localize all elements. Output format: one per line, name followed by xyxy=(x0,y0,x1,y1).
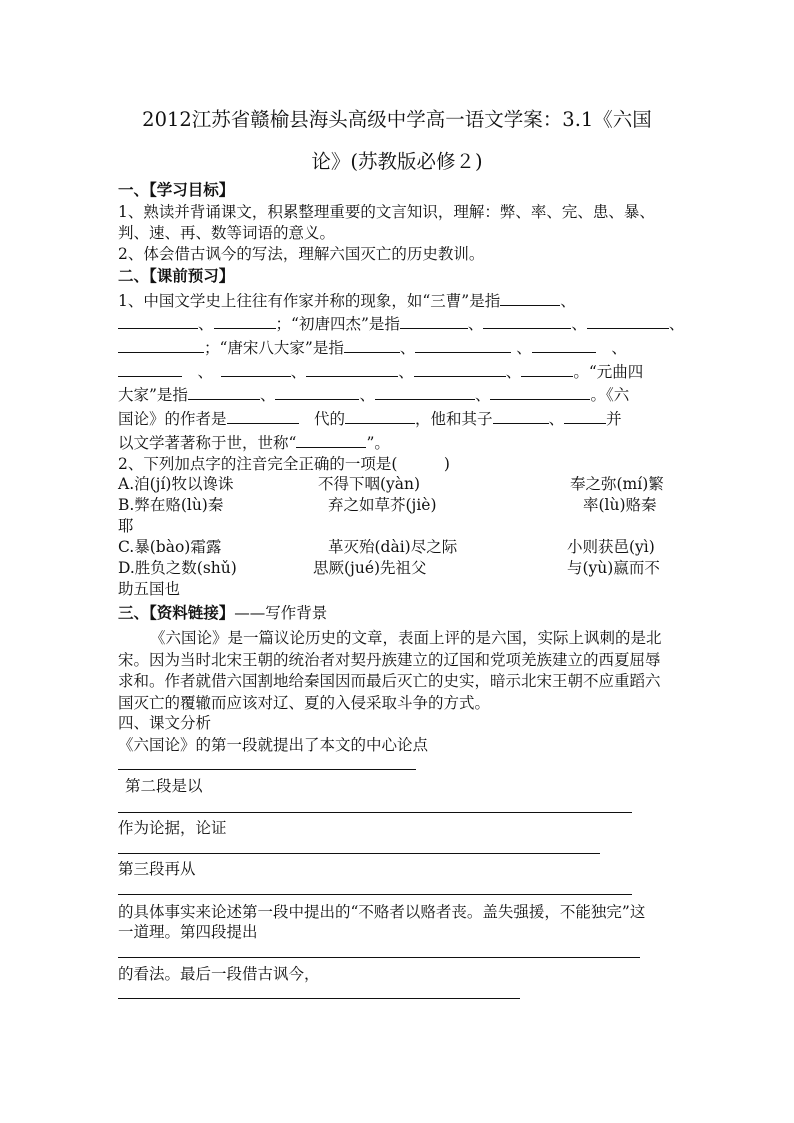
answer-blank[interactable] xyxy=(521,361,573,377)
analysis-line-6: 一道理。第四段提出 xyxy=(118,923,258,941)
answer-blank[interactable] xyxy=(564,408,606,424)
option-a-1: A.洎(jí)牧以谗诛 xyxy=(118,475,234,493)
answer-blank[interactable] xyxy=(490,384,590,400)
option-c-1: C.暴(bào)霜露 xyxy=(118,538,222,556)
goal-1-line-2: 判、速、再、数等词语的意义。 xyxy=(118,224,336,242)
answer-blank[interactable] xyxy=(214,313,276,329)
answer-blank[interactable] xyxy=(118,313,198,329)
option-d-continuation: 助五国也 xyxy=(118,580,181,598)
goal-1-line-1: 1、熟读并背诵课文，积累整理重要的文言知识，理解：弊、率、完、患、暴、 xyxy=(118,203,655,221)
document-title-line-2: 论》(苏教版必修２) xyxy=(311,150,483,173)
answer-blank[interactable] xyxy=(118,337,204,353)
option-a-3: 奉之弥(mí)繁 xyxy=(570,475,664,493)
analysis-line-3: 作为论据，论证 xyxy=(118,819,227,837)
option-b-1: B.弊在赂(lù)秦 xyxy=(118,496,224,514)
question-1-known-as: 以文学著著称于世，世称“ xyxy=(118,434,297,452)
question-1-line-5: 大家”是指 、 、 、 。《六 xyxy=(118,386,630,404)
analysis-line-2: 第二段是以 xyxy=(125,777,203,795)
answer-blank[interactable] xyxy=(587,313,669,329)
question-1-line-7 xyxy=(118,432,390,453)
answer-blank[interactable] xyxy=(483,313,571,329)
option-c-3: 小则获邑(yì) xyxy=(567,538,655,556)
answer-blank[interactable] xyxy=(375,384,475,400)
answer-blank[interactable] xyxy=(221,361,291,377)
answer-blank[interactable] xyxy=(415,337,511,353)
question-1-line-6: 国论》的作者是 代的 ，他和其子 、 并 xyxy=(118,410,622,428)
answer-blank[interactable] xyxy=(118,361,182,377)
question-1-close-quote: ”。 xyxy=(366,434,390,452)
question-1-line-2: 、 ；“初唐四杰”是指 、 、 、 xyxy=(118,313,684,334)
section-heading-preview: 二、【课前预习】 xyxy=(118,266,235,285)
question-1-prompt: 1、中国文学史上往往有作家并称的现象，如“三曹”是指 xyxy=(118,292,501,310)
analysis-line-7: 的看法。最后一段借古讽今， xyxy=(118,965,320,983)
question-2-stem: 2、下列加点字的注音完全正确的一项是( ) xyxy=(118,455,450,473)
option-b-3: 率(lù)赂秦 xyxy=(583,496,657,514)
option-a-2: 不得下咽(yàn) xyxy=(318,475,421,493)
question-1-sons: ，他和其子 xyxy=(415,410,493,428)
question-1-six-kingdoms: 。《六 xyxy=(590,386,630,404)
background-paragraph-line-2: 宋。因为当时北宋王朝的统治者对契丹族建立的辽国和党项羌族建立的西夏屈辱 xyxy=(118,651,661,669)
answer-blank[interactable] xyxy=(275,384,359,400)
background-paragraph-line-3: 求和。作者就借六国割地给秦国因而最后灭亡的史实，暗示北宋王朝不应重蹈六 xyxy=(118,672,661,690)
answer-blank[interactable] xyxy=(306,361,398,377)
background-paragraph-line-4: 国灭亡的覆辙而应该对辽、夏的入侵采取斗争的方式。 xyxy=(118,694,491,712)
question-1-line-4: 、 、 、 、 。“元曲四 xyxy=(118,361,643,382)
answer-line[interactable] xyxy=(118,894,632,895)
question-1-early-tang: ；“初唐四杰”是指 xyxy=(275,315,400,333)
question-1-eight-masters: ；“唐宋八大家”是指 xyxy=(204,339,344,357)
question-1-author: 国论》的作者是 xyxy=(118,410,227,428)
section-heading-resources xyxy=(118,603,327,623)
section-heading-analysis: 四、课文分析 xyxy=(118,714,212,732)
answer-blank[interactable] xyxy=(400,313,468,329)
answer-line[interactable] xyxy=(118,853,600,854)
option-d-1: D.胜负之数(shǔ) xyxy=(118,559,237,577)
answer-blank[interactable] xyxy=(500,290,560,306)
option-d-3: 与(yù)嬴而不 xyxy=(567,559,660,577)
resources-heading: 三、【资料链接】 xyxy=(118,603,235,622)
option-b-2: 弃之如草芥(jiè) xyxy=(328,496,437,514)
goal-2: 2、体会借古讽今的写法，理解六国灭亡的历史教训。 xyxy=(118,245,485,263)
answer-blank[interactable] xyxy=(344,337,400,353)
analysis-line-5: 的具体事实来论述第一段中提出的“不赂者以赂者丧。盖失强援，不能独完”这 xyxy=(118,903,646,921)
answer-blank[interactable] xyxy=(532,337,596,353)
answer-blank[interactable] xyxy=(345,408,415,424)
answer-blank[interactable] xyxy=(414,361,506,377)
answer-line[interactable] xyxy=(118,957,640,958)
document-title-line-1: 2012江苏省赣榆县海头高级中学高一语文学案：3.1《六国 xyxy=(142,108,652,131)
question-1-dynasty: 代的 xyxy=(314,410,346,428)
question-1-yuan-qu: 。“元曲四 xyxy=(573,363,644,381)
question-1-four-masters: 大家”是指 xyxy=(118,386,188,404)
answer-line[interactable] xyxy=(118,998,520,999)
analysis-line-4: 第三段再从 xyxy=(118,860,196,878)
option-d-2: 思厥(jué)先祖父 xyxy=(313,559,427,577)
analysis-line-1: 《六国论》的第一段就提出了本文的中心论点 xyxy=(118,736,429,754)
answer-blank[interactable] xyxy=(227,408,299,424)
question-1-and: 并 xyxy=(606,410,622,428)
background-paragraph-line-1: 《六国论》是一篇议论历史的文章，表面上评的是六国，实际上讽刺的是北 xyxy=(150,629,662,647)
answer-blank[interactable] xyxy=(188,384,260,400)
question-1-line-1: 1、中国文学史上往往有作家并称的现象，如“三曹”是指 、 xyxy=(118,292,576,310)
answer-line[interactable] xyxy=(118,812,632,813)
option-b-continuation: 耶 xyxy=(118,517,134,535)
resources-subheading: ——写作背景 xyxy=(234,604,328,622)
answer-blank[interactable] xyxy=(493,408,549,424)
option-c-2: 革灭殆(dài)尽之际 xyxy=(328,538,458,556)
answer-line[interactable] xyxy=(118,769,416,770)
answer-blank[interactable] xyxy=(296,432,366,448)
question-1-line-3: ；“唐宋八大家”是指 、 、 、 xyxy=(118,337,627,358)
section-heading-learning-goals: 一、【学习目标】 xyxy=(118,180,235,199)
